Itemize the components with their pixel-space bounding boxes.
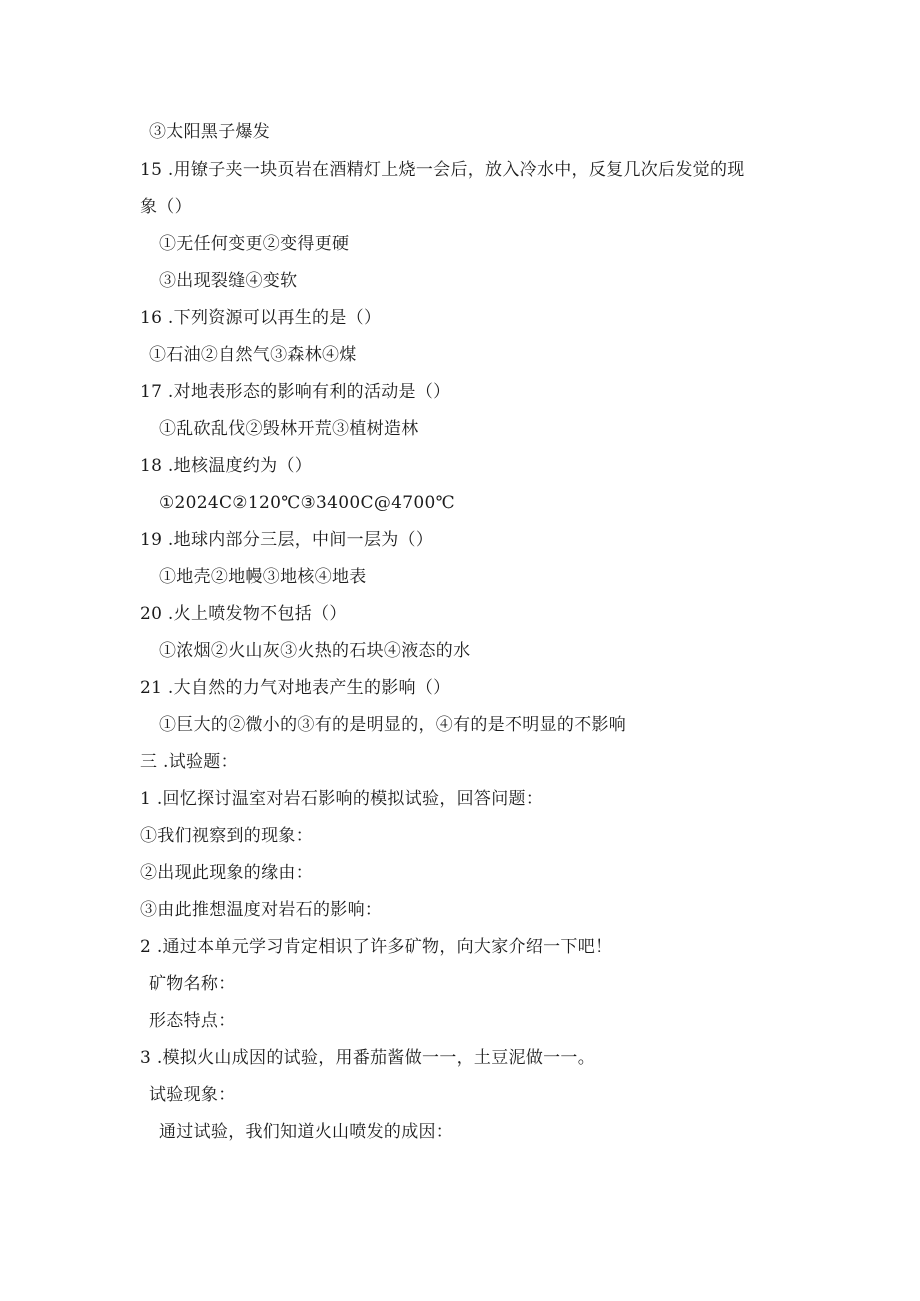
- question-21: 21 .大自然的力气对地表产生的影响（）: [140, 678, 451, 698]
- question-17: 17 .对地表形态的影响有利的活动是（）: [140, 382, 451, 402]
- sub-question: ③由此推想温度对岩石的影响：: [140, 900, 383, 920]
- question-20: 20 .火上喷发物不包括（）: [140, 604, 347, 624]
- options-line: ①石油②自然气③森林④煤: [149, 345, 357, 365]
- options-line: ①地壳②地幔③地核④地表: [159, 567, 367, 587]
- options-line: ①巨大的②微小的③有的是明显的，④有的是不明显的不影响: [159, 715, 627, 735]
- experiment-question-1: 1 .回忆探讨温室对岩石影响的模拟试验，回答问题：: [140, 789, 544, 809]
- question-16: 16 .下列资源可以再生的是（）: [140, 308, 382, 328]
- fill-in-label: 试验现象：: [149, 1085, 236, 1105]
- section-heading: 三 .试验题：: [140, 752, 238, 772]
- fill-in-label: 通过试验，我们知道火山喷发的成因：: [159, 1122, 454, 1142]
- question-18: 18 .地核温度约为（）: [140, 456, 313, 476]
- sub-question: ②出现此现象的缘由：: [140, 863, 313, 883]
- question-15: 15 .用镣子夹一块页岩在酒精灯上烧一会后，放入冷水中，反复几次后发觉的现: [140, 160, 745, 180]
- options-line: ①乱砍乱伐②毁林开荒③植树造林: [159, 419, 419, 439]
- options-line: ①无任何变更②变得更硬: [159, 234, 350, 254]
- experiment-question-3: 3 .模拟火山成因的试验，用番茄酱做一一，土豆泥做一一。: [140, 1048, 596, 1068]
- sub-question: ①我们视察到的现象：: [140, 826, 313, 846]
- question-19: 19 .地球内部分三层，中间一层为（）: [140, 530, 434, 550]
- options-line: ③出现裂缝④变软: [159, 271, 298, 291]
- experiment-question-2: 2 .通过本单元学习肯定相识了许多矿物，向大家介绍一下吧！: [140, 937, 613, 957]
- fill-in-label: 矿物名称：: [149, 974, 236, 994]
- options-line: ①2024C②120℃③3400C@4700℃: [159, 493, 455, 513]
- question-15-continued: 象（）: [140, 197, 192, 217]
- fill-in-label: 形态特点：: [149, 1011, 236, 1031]
- option-line: ③太阳黑子爆发: [149, 122, 271, 142]
- options-line: ①浓烟②火山灰③火热的石块④液态的水: [159, 641, 471, 661]
